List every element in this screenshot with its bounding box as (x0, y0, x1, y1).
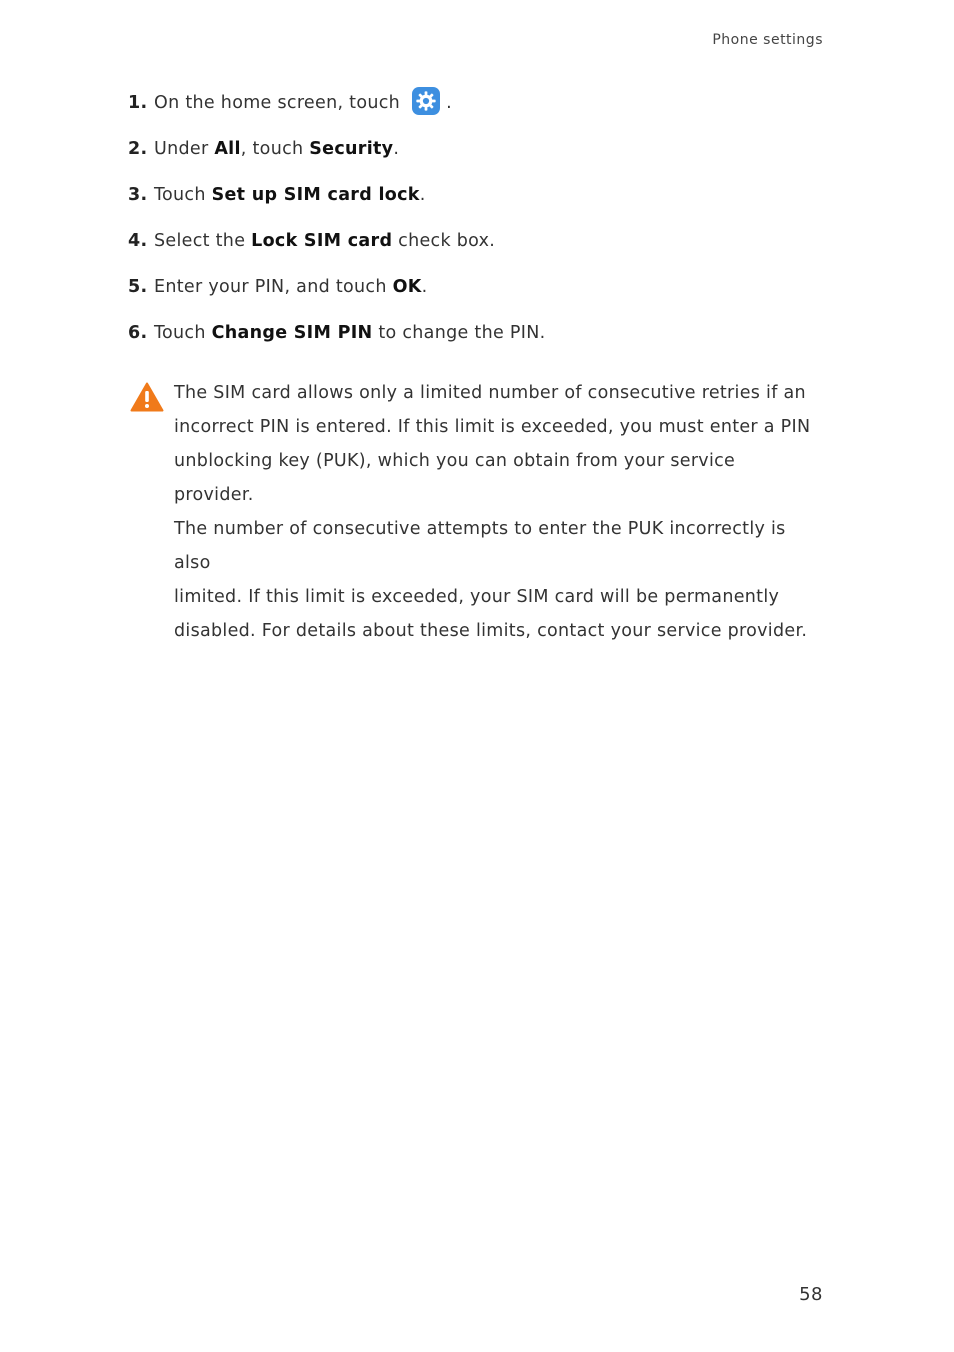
step-bold-term: OK (392, 277, 422, 297)
step-text: Under (154, 139, 215, 159)
step-text: Select the (154, 231, 252, 251)
warning-line: The number of consecutive attempts to enter the PUK incorrectly is also (174, 519, 786, 573)
warning-line: disabled. For details about these limits, contact your service provider. (174, 621, 808, 641)
step-item (128, 80, 545, 126)
step-text-mid: , touch (240, 139, 310, 159)
step-number: 4. (128, 231, 148, 251)
warning-line: limited. If this limit is exceeded, your SIM card will be permanently (174, 587, 780, 607)
warning-note (130, 376, 820, 648)
settings-gear-icon (412, 87, 440, 115)
warning-text (174, 376, 820, 648)
step-number: 1. (128, 93, 148, 113)
step-bold-term: All (214, 139, 241, 159)
step-text-end: check box. (392, 231, 496, 251)
warning-line: unblocking key (PUK), which you can obtain from your service provider. (174, 451, 736, 505)
step-text-end: . (421, 277, 428, 297)
step-text-end: . (446, 93, 452, 113)
warning-line: incorrect PIN is entered. If this limit is exceeded, you must enter a PIN (174, 417, 811, 437)
step-bold-term: Change SIM PIN (211, 323, 373, 343)
step-item (128, 172, 545, 218)
step-bold-term: Lock SIM card (251, 231, 393, 251)
step-item (128, 310, 545, 356)
step-text: Enter your PIN, and touch (154, 277, 393, 297)
instruction-steps-list (128, 80, 545, 356)
step-text: On the home screen, touch (154, 93, 401, 113)
step-text-end: . (393, 139, 400, 159)
step-item (128, 218, 545, 264)
step-text-end: to change the PIN. (372, 323, 546, 343)
step-number: 2. (128, 139, 148, 159)
step-number: 5. (128, 277, 148, 297)
step-number: 3. (128, 185, 148, 205)
step-text: Touch (154, 185, 212, 205)
step-bold-term: Security (309, 139, 394, 159)
step-text: Touch (154, 323, 212, 343)
step-item (128, 126, 545, 172)
warning-line: The SIM card allows only a limited number of consecutive retries if an (174, 383, 806, 403)
step-number: 6. (128, 323, 148, 343)
step-bold-term: Set up SIM card lock (211, 185, 420, 205)
warning-triangle-icon (130, 382, 164, 412)
step-item (128, 264, 545, 310)
page-header-section-title: Phone settings (712, 32, 823, 48)
page-number: 58 (799, 1284, 823, 1305)
step-text-end: . (419, 185, 426, 205)
